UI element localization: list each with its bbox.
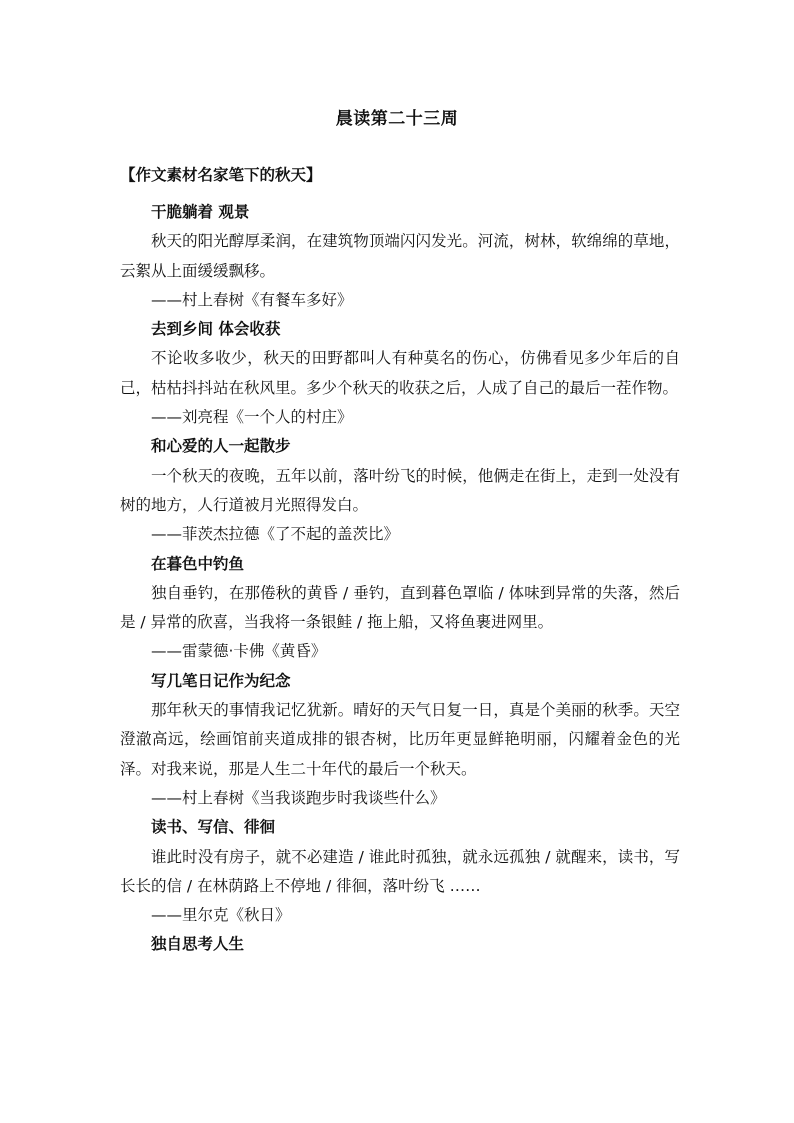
page-title: 晨读第二十三周 [335, 109, 459, 129]
block-source: ——雷蒙德·卡佛《黄昏》 [151, 642, 327, 661]
section-heading: 【作文素材名家笔下的秋天】 [120, 166, 322, 184]
block-heading: 在暮色中钓鱼 [151, 554, 245, 573]
block-source: ——菲茨杰拉德《了不起的盖茨比》 [151, 525, 400, 544]
block-heading: 写几笔日记作为纪念 [151, 671, 291, 690]
block-text: 秋天的阳光醇厚柔润，在建筑物顶端闪闪发光。河流，树林，软绵绵的草地，云絮从上面缓缓飘移。 [120, 232, 680, 280]
block-heading: 和心爱的人一起散步 [151, 437, 291, 456]
block-source: ——村上春树《有餐车多好》 [151, 290, 353, 309]
block-heading: 干脆躺着 观景 [151, 203, 250, 221]
block-heading: 去到乡间 体会收获 [151, 320, 281, 339]
block-text: 独自垂钓，在那倦秋的黄昏 / 垂钓，直到暮色罩临 / 体味到异常的失落，然后是 / 异常的欣喜，当我将一条银鲑 / 拖上船，又将鱼裹进网里。 [120, 583, 680, 632]
document-body [120, 198, 680, 960]
block-heading: 读书、写信、徘徊 [151, 818, 276, 837]
block-source: ——村上春树《当我谈跑步时我谈些什么》 [151, 788, 446, 807]
block-heading: 独自思考人生 [151, 935, 245, 954]
block-source: ——里尔克《秋日》 [151, 906, 291, 925]
block-text: 那年秋天的事情我记忆犹新。晴好的天气日复一日，真是个美丽的秋季。天空澄澈高远，绘画馆前夹道成排的银杏树，比历年更显鲜艳明丽，闪耀着金色的光泽。对我来说，那是人生二十年代的最后一个秋天。 [120, 701, 680, 778]
block-text: 一个秋天的夜晚，五年以前，落叶纷飞的时候，他俩走在街上，走到一处没有树的地方，人行道被月光照得发白。 [120, 466, 680, 514]
block-text: 不论收多收少，秋天的田野都叫人有种莫名的伤心，仿佛看见多少年后的自己，枯枯抖抖站在秋风里。多少个秋天的收获之后，人成了自己的最后一茬作物。 [120, 349, 680, 397]
block-text: 谁此时没有房子，就不必建造 / 谁此时孤独，就永远孤独 / 就醒来，读书，写长长的信 / 在林荫路上不停地 / 徘徊，落叶纷飞 …… [120, 847, 680, 895]
block-source: ——刘亮程《一个人的村庄》 [151, 408, 353, 427]
